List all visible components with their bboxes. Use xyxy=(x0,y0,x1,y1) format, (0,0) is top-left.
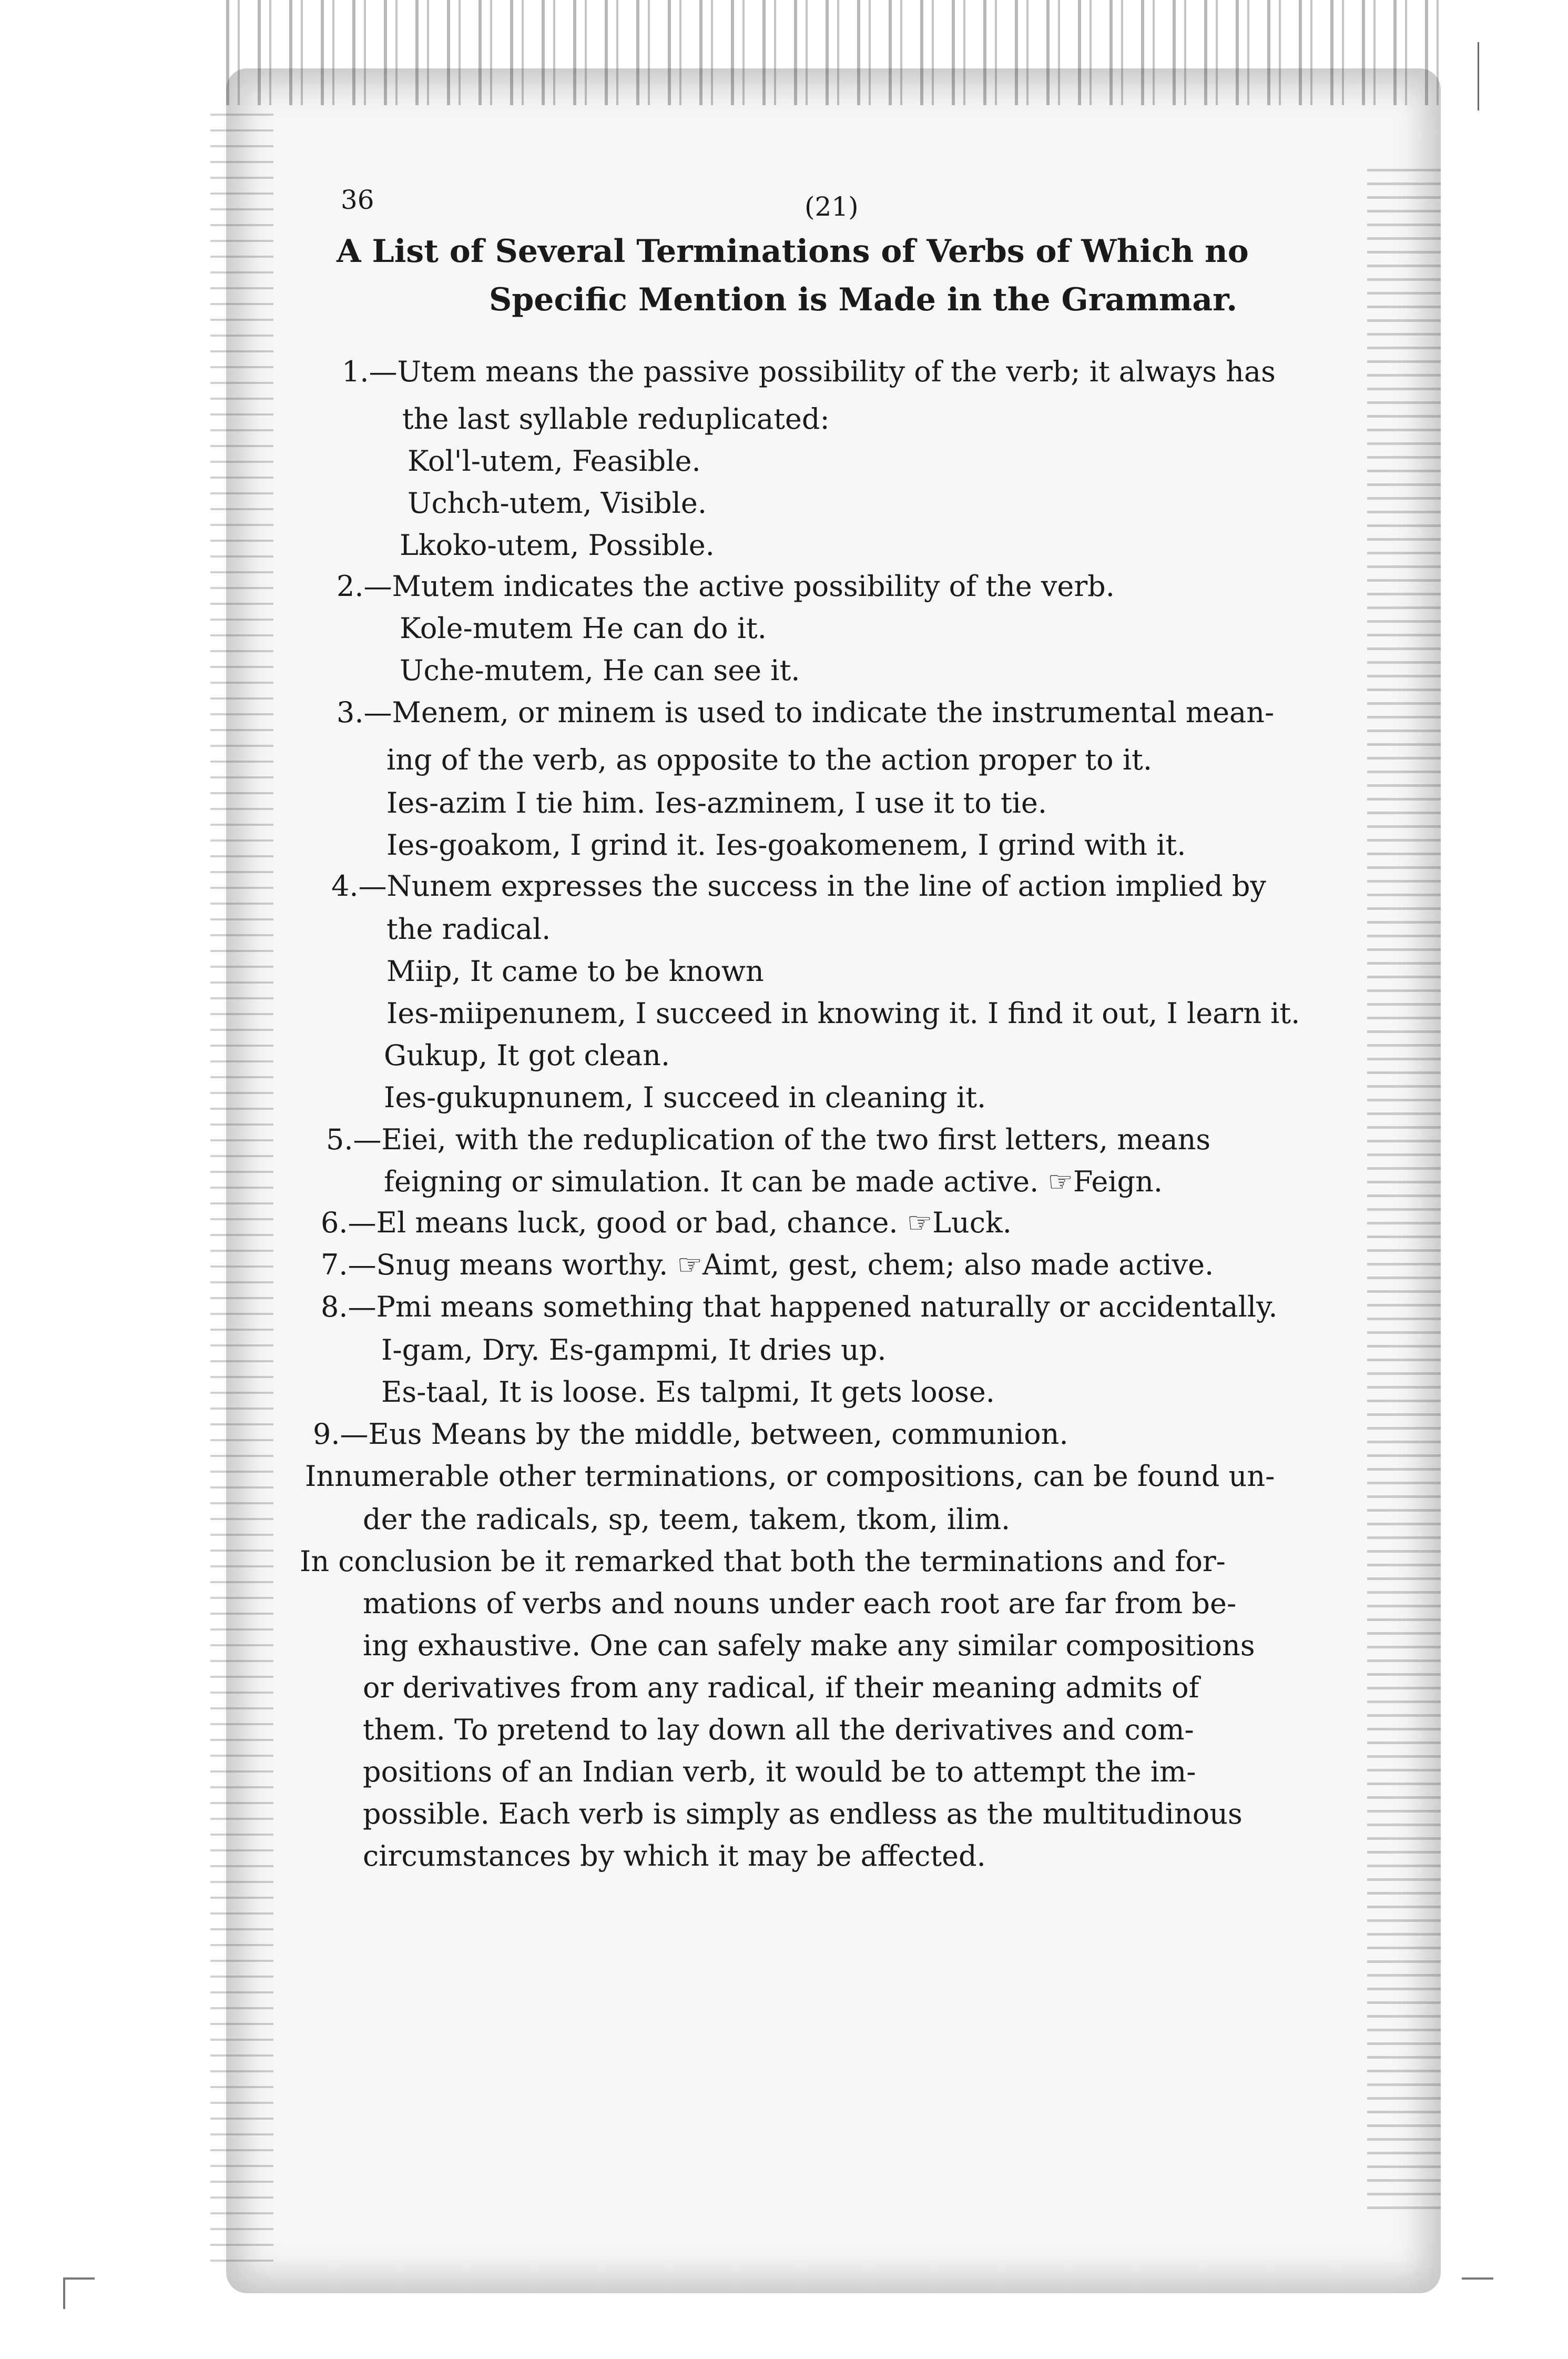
page-number: 36 xyxy=(341,185,374,215)
text-line: In conclusion be it remarked that both the terminations and for- xyxy=(300,1545,1226,1578)
text-line: Ies-gukupnunem, I succeed in cleaning it. xyxy=(384,1081,986,1114)
text-line: der the radicals, sp, teem, takem, tkom, ilim. xyxy=(363,1503,1011,1536)
text-line: Kole-mutem He can do it. xyxy=(400,612,767,645)
text-line: Ies-azim I tie him. Ies-azminem, I use it to tie. xyxy=(386,786,1047,819)
text-line: 3.—Menem, or minem is used to indicate the instrumental mean- xyxy=(337,696,1275,729)
text-line: mations of verbs and nouns under each root are far from be- xyxy=(363,1587,1237,1620)
page-title: A List of Several Terminations of Verbs of Which no xyxy=(337,233,1249,270)
text-line: Lkoko-utem, Possible. xyxy=(400,529,715,562)
text-line: Uchch-utem, Visible. xyxy=(408,487,707,520)
text-line: Uche-mutem, He can see it. xyxy=(400,654,800,687)
text-line: Ies-miipenunem, I succeed in knowing it. I find it out, I learn it. xyxy=(386,997,1300,1030)
text-line: Kol'l-utem, Feasible. xyxy=(408,444,701,478)
text-line: the radical. xyxy=(386,913,551,946)
text-line: possible. Each verb is simply as endless as the multitudinous xyxy=(363,1797,1243,1830)
text-line: feigning or simulation. It can be made active. ☞Feign. xyxy=(384,1165,1163,1198)
text-line: Ies-goakom, I grind it. Ies-goakomenem, I grind with it. xyxy=(386,828,1186,862)
text-line: 8.—Pmi means something that happened naturally or accidentally. xyxy=(321,1290,1278,1323)
text-line: Gukup, It got clean. xyxy=(384,1039,670,1072)
text-line: ing exhaustive. One can safely make any similar compositions xyxy=(363,1629,1255,1662)
text-line: 6.—El means luck, good or bad, chance. ☞Luck. xyxy=(321,1206,1012,1239)
text-line: 5.—Eiei, with the reduplication of the two first letters, means xyxy=(326,1123,1211,1156)
page-title-continued: Specific Mention is Made in the Grammar. xyxy=(489,281,1238,318)
text-line: Miip, It came to be known xyxy=(386,955,764,988)
text-line: 9.—Eus Means by the middle, between, communion. xyxy=(313,1418,1068,1451)
text-line: positions of an Indian verb, it would be to attempt the im- xyxy=(363,1755,1196,1788)
text-line: 7.—Snug means worthy. ☞Aimt, gest, chem; also made active. xyxy=(321,1248,1214,1281)
text-line: circumstances by which it may be affected. xyxy=(363,1839,986,1872)
text-line: the last syllable reduplicated: xyxy=(402,402,830,436)
text-line: them. To pretend to lay down all the derivatives and com- xyxy=(363,1713,1194,1746)
text-line: ing of the verb, as opposite to the action proper to it. xyxy=(386,743,1152,776)
text-line: I-gam, Dry. Es-gampmi, It dries up. xyxy=(381,1333,887,1366)
text-line: 2.—Mutem indicates the active possibility of the verb. xyxy=(337,570,1115,603)
text-line: 4.—Nunem expresses the success in the line of action implied by xyxy=(331,869,1266,903)
text-line: Es-taal, It is loose. Es talpmi, It gets loose. xyxy=(381,1375,995,1409)
text-line: or derivatives from any radical, if their meaning admits of xyxy=(363,1671,1199,1704)
text-line: 1.—Utem means the passive possibility of the verb; it always has xyxy=(342,355,1276,388)
section-number: (21) xyxy=(805,191,859,222)
text-line: Innumerable other terminations, or compositions, can be found un- xyxy=(305,1460,1275,1493)
